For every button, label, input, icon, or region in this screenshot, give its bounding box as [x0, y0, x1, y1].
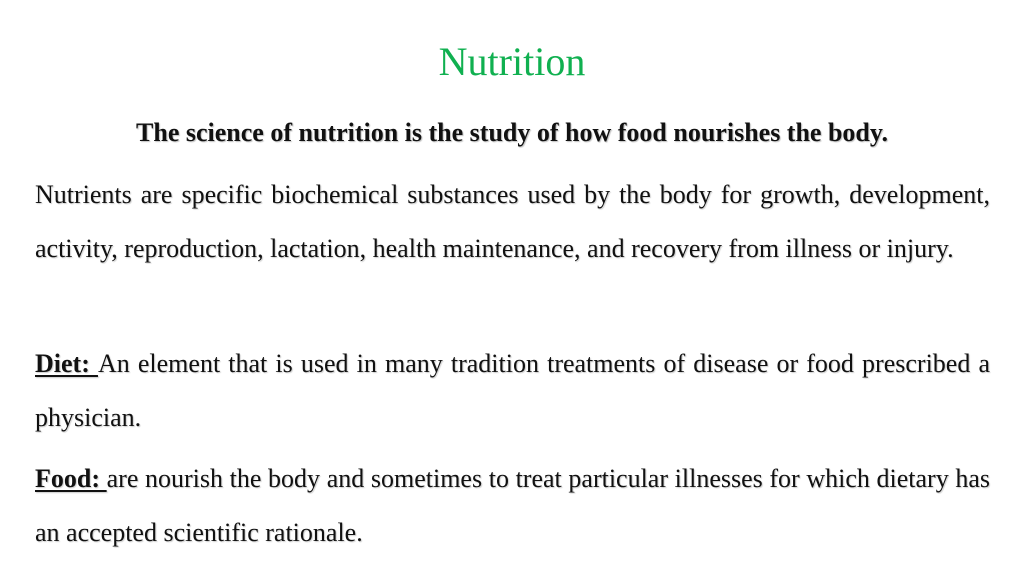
- slide-subtitle: The science of nutrition is the study of how food nourishes the body.: [136, 118, 888, 147]
- diet-term: Diet:: [35, 349, 98, 378]
- diet-definition: An element that is used in many tradition treatments of disease or food prescribed a physician.: [35, 349, 990, 432]
- nutrients-paragraph: [35, 168, 990, 275]
- nutrients-text: Nutrients are specific biochemical substances used by the body for growth, development, activity, reproduction, lactation, health maintenance, and recovery from illness or injury.: [35, 180, 990, 263]
- slide-title: Nutrition: [438, 39, 586, 84]
- food-term: Food:: [35, 464, 107, 493]
- food-definition: are nourish the body and sometimes to treat particular illnesses for which dietary has an accepted scientific rationale.: [35, 464, 991, 547]
- diet-paragraph: [35, 337, 990, 444]
- food-paragraph: [35, 452, 990, 559]
